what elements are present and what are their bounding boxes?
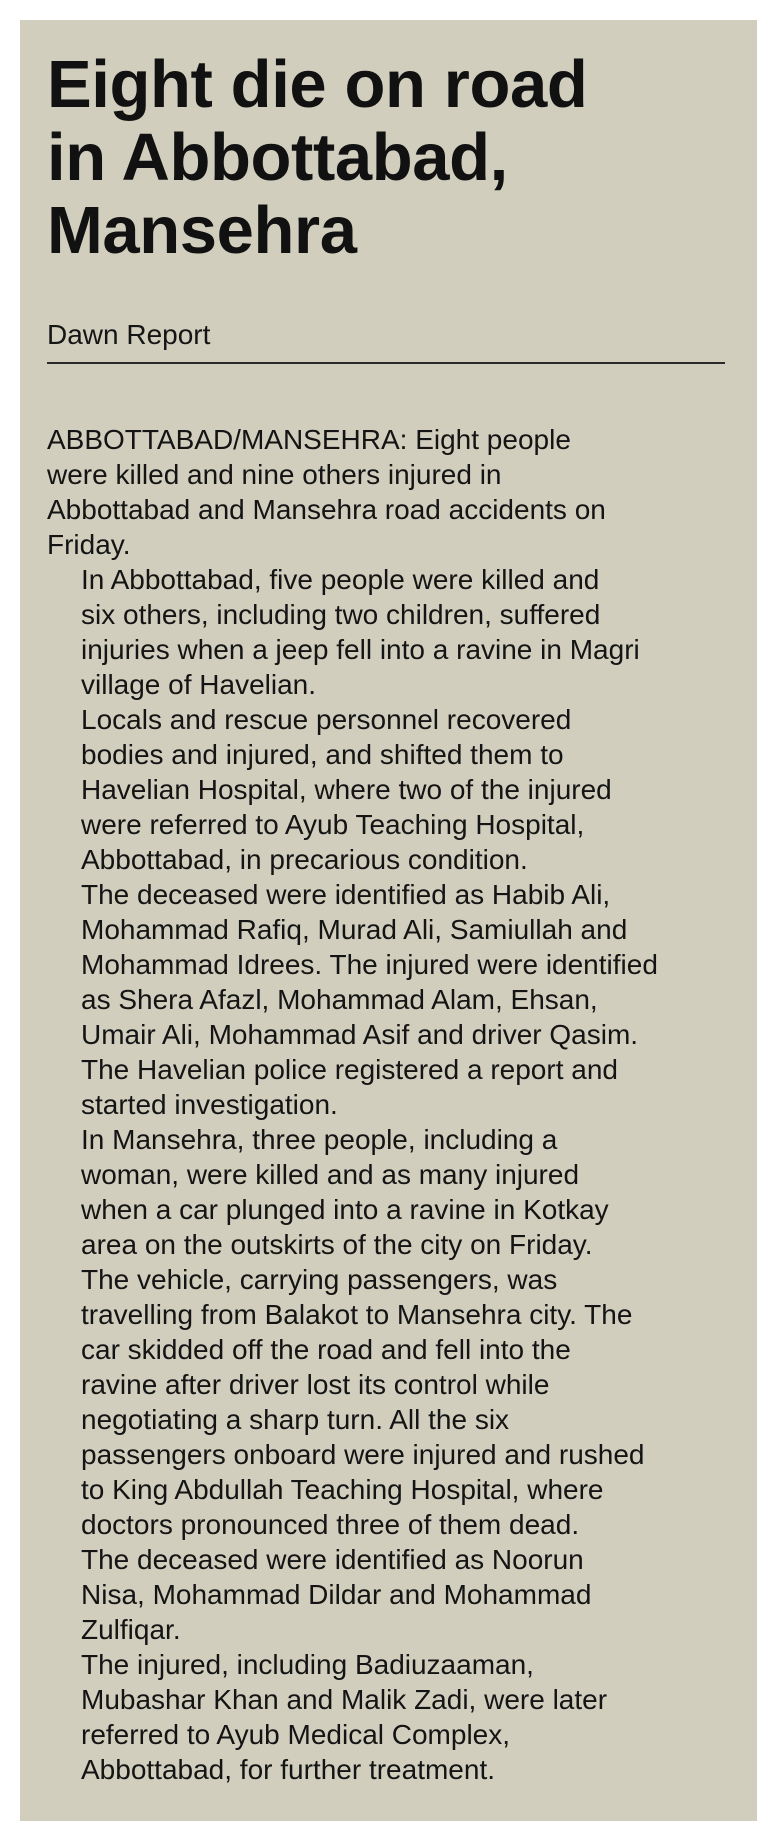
headline-line: Mansehra bbox=[47, 193, 357, 268]
article-paragraph bbox=[47, 1122, 725, 1262]
paragraph-line: Locals and rescue personnel recovered bbox=[81, 704, 572, 735]
article-paragraph bbox=[47, 422, 725, 562]
paragraph-line: Mohammad Rafiq, Murad Ali, Samiullah and bbox=[81, 914, 628, 945]
newspaper-clipping bbox=[20, 20, 757, 1821]
paragraph-line: Friday. bbox=[47, 529, 131, 560]
paragraph-line: village of Havelian. bbox=[81, 669, 317, 700]
paragraph-line: Nisa, Mohammad Dildar and Mohammad bbox=[81, 1579, 592, 1610]
paragraph-line: Abbottabad, for further treatment. bbox=[81, 1754, 496, 1785]
paragraph-line: doctors pronounced three of them dead. bbox=[81, 1509, 580, 1540]
paragraph-line: passengers onboard were injured and rushed bbox=[81, 1439, 645, 1470]
paragraph-line: were killed and nine others injured in bbox=[47, 459, 502, 490]
paragraph-line: when a car plunged into a ravine in Kotkay bbox=[81, 1194, 609, 1225]
paragraph-line: travelling from Balakot to Mansehra city. The bbox=[81, 1299, 633, 1330]
article-paragraph bbox=[47, 1052, 725, 1122]
paragraph-line: to King Abdullah Teaching Hospital, where bbox=[81, 1474, 604, 1505]
paragraph-line: six others, including two children, suffered bbox=[81, 599, 601, 630]
headline-line: in Abbottabad, bbox=[47, 120, 508, 195]
paragraph-line: Havelian Hospital, where two of the injured bbox=[81, 774, 612, 805]
article-paragraph bbox=[47, 702, 725, 877]
paragraph-line: woman, were killed and as many injured bbox=[81, 1159, 580, 1190]
paragraph-line: as Shera Afazl, Mohammad Alam, Ehsan, bbox=[81, 984, 598, 1015]
paragraph-line: negotiating a sharp turn. All the six bbox=[81, 1404, 510, 1435]
paragraph-line: area on the outskirts of the city on Friday. bbox=[81, 1229, 593, 1260]
paragraph-line: The deceased were identified as Habib Ali, bbox=[81, 879, 611, 910]
article-paragraph bbox=[47, 1262, 725, 1542]
paragraph-line: car skidded off the road and fell into the bbox=[81, 1334, 571, 1365]
paragraph-line: Zulfiqar. bbox=[81, 1614, 181, 1645]
paragraph-line: bodies and injured, and shifted them to bbox=[81, 739, 564, 770]
byline: Dawn Report bbox=[47, 318, 725, 364]
paragraph-line: referred to Ayub Medical Complex, bbox=[81, 1719, 511, 1750]
paragraph-line: In Abbottabad, five people were killed and bbox=[81, 564, 600, 595]
headline-line: Eight die on road bbox=[47, 47, 588, 122]
paragraph-line: The Havelian police registered a report and bbox=[81, 1054, 618, 1085]
paragraph-line: Abbottabad and Mansehra road accidents on bbox=[47, 494, 606, 525]
headline bbox=[47, 48, 725, 267]
paragraph-line: The vehicle, carrying passengers, was bbox=[81, 1264, 558, 1295]
paragraph-line: started investigation. bbox=[81, 1089, 338, 1120]
article-paragraph bbox=[47, 1542, 725, 1647]
paragraph-line: In Mansehra, three people, including a bbox=[81, 1124, 558, 1155]
paragraph-line: ABBOTTABAD/MANSEHRA: Eight people bbox=[47, 424, 571, 455]
article-paragraph bbox=[47, 877, 725, 1052]
article-body bbox=[47, 422, 725, 1787]
paragraph-line: Mubashar Khan and Malik Zadi, were later bbox=[81, 1684, 608, 1715]
paragraph-line: ravine after driver lost its control while bbox=[81, 1369, 550, 1400]
paragraph-line: Umair Ali, Mohammad Asif and driver Qasim. bbox=[81, 1019, 639, 1050]
paragraph-line: Mohammad Idrees. The injured were identified bbox=[81, 949, 658, 980]
article-paragraph bbox=[47, 1647, 725, 1787]
paragraph-line: Abbottabad, in precarious condition. bbox=[81, 844, 528, 875]
paragraph-line: The deceased were identified as Noorun bbox=[81, 1544, 584, 1575]
paragraph-line: were referred to Ayub Teaching Hospital, bbox=[81, 809, 585, 840]
paragraph-line: injuries when a jeep fell into a ravine in Magri bbox=[81, 634, 640, 665]
paragraph-line: The injured, including Badiuzaaman, bbox=[81, 1649, 534, 1680]
article-paragraph bbox=[47, 562, 725, 702]
